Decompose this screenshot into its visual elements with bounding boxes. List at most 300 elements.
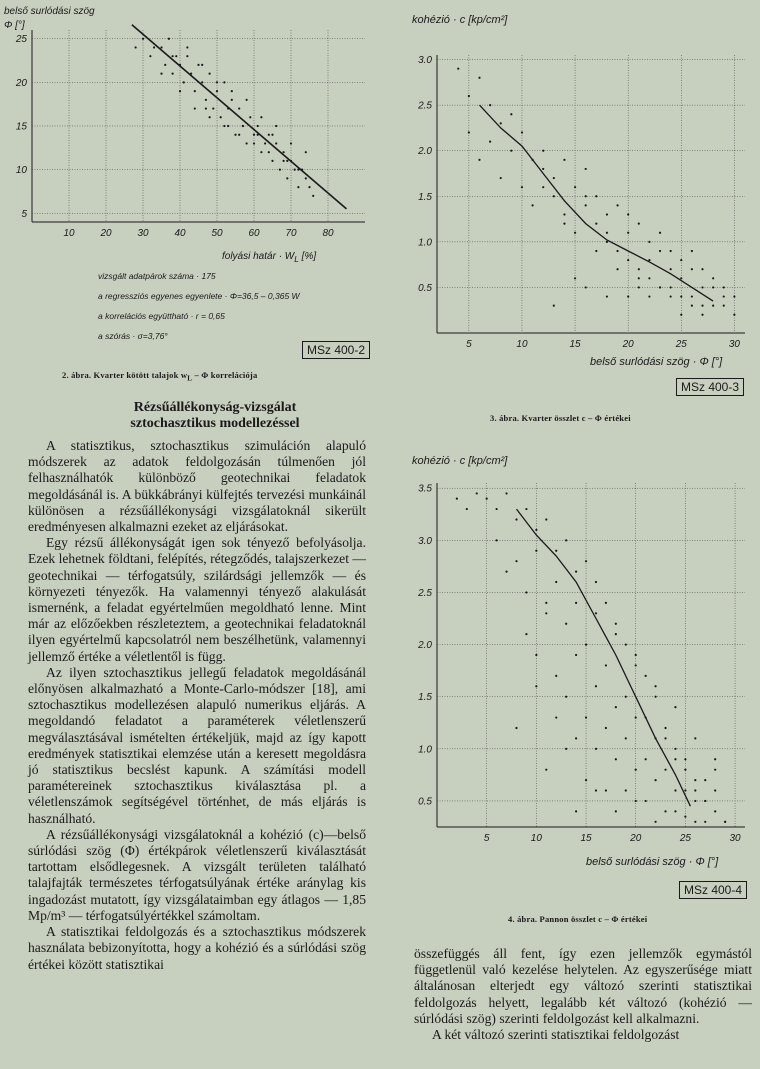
- fig2-data-point: [246, 142, 248, 144]
- fig3-data-point: [712, 286, 714, 288]
- fig3-data-point: [531, 204, 533, 206]
- fig4-data-point: [605, 727, 607, 729]
- fig4-data-point: [645, 675, 647, 677]
- fig3-y-tick-label: 0.5: [418, 282, 432, 294]
- fig3-data-point: [563, 213, 565, 215]
- fig4-data-point: [605, 789, 607, 791]
- fig2-data-point: [194, 107, 196, 109]
- fig4-data-point: [635, 800, 637, 802]
- fig2-data-point: [271, 160, 273, 162]
- fig2-data-point: [172, 73, 174, 75]
- fig3-data-point: [670, 295, 672, 297]
- fig2-data-point: [238, 107, 240, 109]
- fig2-x-tick-label: 40: [174, 228, 186, 239]
- fig4-data-point: [525, 591, 527, 593]
- paragraph: Az ilyen sztochasztikus jellegű feladatok megoldásánál előnyösen alkalmazható a Monte-Carlo-módszer [18], ami sztochasztikus modellezésen alapuló numerikus eljárás. A megoldandó feladatot a paraméterek véletlenszerű megválasztásával ismételten értékeljük, majd az így kapott eredmények statisztikai elemzése után a keresett megoldásra jó statisztikus becslést kapunk. A számítási modell paramétereinek sztochasztikus kiválasztása pl. a véletlenszámok segítségével történhet, de más eljárás is használható.: [28, 664, 366, 826]
- fig2-data-point: [294, 169, 296, 171]
- fig4-data-point: [555, 716, 557, 718]
- fig2-data-point: [305, 177, 307, 179]
- fig3-data-point: [627, 259, 629, 261]
- fig4-data-point: [545, 612, 547, 614]
- fig3-data-point: [457, 68, 459, 70]
- fig4-data-point: [704, 800, 706, 802]
- fig4-x-tick-label: 30: [729, 833, 741, 844]
- fig4-data-point: [625, 737, 627, 739]
- fig4-x-tick-label: 10: [530, 833, 542, 844]
- fig4-data-point: [515, 518, 517, 520]
- fig3-data-point: [574, 232, 576, 234]
- fig2-y-tick-label: 20: [15, 77, 27, 89]
- fig2-data-point: [223, 81, 225, 83]
- fig3-data-point: [680, 295, 682, 297]
- paragraph: összefüggés áll fent, így ezen jellemzők egymástól függetlenül való kezelése helytelen. Az egyszerűsége miatt általánosan elterjedt egy változó szerinti statisztikai feldolgozás helyett, legalább két változó (kohézió — súrlódási szög) szerinti feldolgozást kell alkalmazni.: [414, 946, 752, 1026]
- fig2-data-point: [209, 73, 211, 75]
- fig4-data-point: [684, 758, 686, 760]
- fig2-data-point: [286, 177, 288, 179]
- fig4-data-point: [664, 727, 666, 729]
- fig2-y-tick-label: 10: [15, 165, 27, 177]
- fig2-data-point: [257, 125, 259, 127]
- fig4-standard-badge: MSz 400-4: [679, 881, 747, 899]
- fig4-data-point: [714, 810, 716, 812]
- fig4-data-point: [674, 706, 676, 708]
- fig3-data-point: [563, 223, 565, 225]
- fig3-data-point: [680, 259, 682, 261]
- fig4-data-point: [575, 810, 577, 812]
- fig2-data-point: [312, 195, 314, 197]
- fig2-data-point: [275, 142, 277, 144]
- fig4-data-point: [535, 654, 537, 656]
- fig4-x-tick-label: 20: [630, 833, 642, 844]
- fig3-data-point: [627, 295, 629, 297]
- fig3-x-tick-label: 15: [569, 339, 581, 350]
- fig3-data-point: [489, 104, 491, 106]
- fig3-data-point: [648, 241, 650, 243]
- fig4-data-point: [654, 685, 656, 687]
- fig3-data-point: [723, 286, 725, 288]
- fig3-xlabel: belső surlódási szög · Φ [°]: [590, 356, 723, 368]
- fig3-data-point: [691, 295, 693, 297]
- fig4-y-tick-label: 1.5: [418, 692, 432, 704]
- fig3-ylabel: kohézió · c [kp/cm²]: [412, 14, 508, 26]
- fig2-regression-line: [132, 25, 347, 209]
- fig2-caption: 2. ábra. Kvarter kötött talajok $w_L$ – Φ korrelációja: [62, 370, 258, 383]
- fig2-data-point: [253, 142, 255, 144]
- fig2-x-tick-label: 30: [137, 228, 149, 239]
- fig3-data-point: [691, 305, 693, 307]
- fig3-data-point: [670, 286, 672, 288]
- fig4-data-point: [664, 737, 666, 739]
- fig4-x-tick-label: 15: [580, 833, 592, 844]
- fig4-data-point: [615, 810, 617, 812]
- fig2-data-point: [290, 142, 292, 144]
- fig4-data-point: [694, 821, 696, 823]
- fig2-data-point: [234, 134, 236, 136]
- fig4-data-point: [505, 571, 507, 573]
- fig3-data-point: [659, 286, 661, 288]
- fig2-data-point: [268, 134, 270, 136]
- fig3-x-tick-label: 20: [622, 339, 634, 350]
- fig3-data-point: [701, 286, 703, 288]
- fig4-data-point: [486, 498, 488, 500]
- fig4-data-point: [615, 623, 617, 625]
- fig3-data-point: [733, 295, 735, 297]
- fig4-data-point: [585, 643, 587, 645]
- fig2-data-point: [216, 90, 218, 92]
- fig4-data-point: [585, 560, 587, 562]
- fig4-data-point: [635, 654, 637, 656]
- fig4-data-point: [635, 664, 637, 666]
- fig4-data-point: [545, 518, 547, 520]
- fig3-data-point: [595, 223, 597, 225]
- fig2-data-point: [135, 46, 137, 48]
- fig3-data-point: [701, 305, 703, 307]
- fig2-data-point: [142, 38, 144, 40]
- fig3-data-point: [542, 150, 544, 152]
- fig4-data-point: [625, 643, 627, 645]
- fig3-standard-badge: MSz 400-3: [676, 378, 744, 396]
- fig2-data-point: [175, 55, 177, 57]
- fig4-data-point: [535, 685, 537, 687]
- fig2-x-tick-label: 10: [63, 228, 75, 239]
- fig2-data-point: [209, 116, 211, 118]
- fig4-data-point: [664, 810, 666, 812]
- paragraph: A rézsűállékonysági vizsgálatoknál a kohézió (c)—belső súrlódási szög (Φ) értékpárok véletlenszerű kiválasztását tartottam elsődlegesnek. A vizsgált területen található talajfajták természetes térfogatsúlyának értéke aránylag kis ingadozást mutatott, így vizsgálataimban egy átlagos — 1,85 Mp/m³ — térfogatsúlyértékkel számoltam.: [28, 826, 366, 923]
- fig4-data-point: [605, 664, 607, 666]
- fig3-data-point: [712, 305, 714, 307]
- fig2-data-point: [305, 151, 307, 153]
- fig2-data-point: [172, 55, 174, 57]
- fig2-stat-count: vizsgált adatpárok száma · 175: [98, 271, 216, 281]
- fig2-x-tick-label: 80: [322, 228, 334, 239]
- fig4-data-point: [565, 623, 567, 625]
- fig3-data-point: [585, 168, 587, 170]
- fig4-ylabel: kohézió · c [kp/cm²]: [412, 455, 508, 467]
- fig3-x-tick-label: 10: [516, 339, 528, 350]
- fig3-data-point: [616, 204, 618, 206]
- fig2-data-point: [283, 151, 285, 153]
- fig4-data-point: [615, 633, 617, 635]
- fig4-data-point: [575, 571, 577, 573]
- fig4-data-point: [496, 508, 498, 510]
- fig4-data-point: [555, 550, 557, 552]
- fig3-chart: [400, 0, 760, 380]
- left-column: [28, 438, 366, 973]
- fig2-xlabel: folyási határ · $W_L$ [%]: [222, 251, 317, 264]
- fig2-data-point: [246, 99, 248, 101]
- paragraph: A két változó szerinti statisztikai feldolgozást: [432, 1027, 680, 1043]
- fig4-data-point: [615, 706, 617, 708]
- fig2-x-tick-label: 20: [100, 228, 112, 239]
- fig2-data-point: [201, 81, 203, 83]
- fig2-data-point: [268, 151, 270, 153]
- fig2-data-point: [271, 134, 273, 136]
- fig4-data-point: [694, 779, 696, 781]
- fig2-data-point: [220, 116, 222, 118]
- fig4-xlabel: belső surlódási szög · Φ [°]: [586, 856, 719, 868]
- fig4-data-point: [555, 675, 557, 677]
- fig2-data-point: [242, 125, 244, 127]
- fig4-data-point: [535, 529, 537, 531]
- fig2-chart: [0, 0, 380, 300]
- fig3-data-point: [585, 195, 587, 197]
- fig4-data-point: [674, 789, 676, 791]
- fig4-data-point: [694, 789, 696, 791]
- fig3-data-point: [701, 314, 703, 316]
- fig2-data-point: [231, 99, 233, 101]
- fig4-x-tick-label: 25: [679, 833, 691, 844]
- fig4-data-point: [654, 696, 656, 698]
- fig2-x-tick-label: 70: [285, 228, 297, 239]
- fig4-data-point: [565, 696, 567, 698]
- fig3-data-point: [510, 150, 512, 152]
- fig4-chart: [400, 450, 760, 860]
- fig4-data-point: [615, 758, 617, 760]
- fig3-data-point: [478, 159, 480, 161]
- fig2-y-tick-label: 15: [15, 121, 27, 133]
- fig4-data-point: [565, 748, 567, 750]
- fig3-data-point: [606, 213, 608, 215]
- fig4-y-tick-label: 2.0: [418, 640, 432, 652]
- fig3-data-point: [638, 286, 640, 288]
- fig2-data-point: [264, 142, 266, 144]
- fig2-data-point: [227, 125, 229, 127]
- fig4-data-point: [694, 737, 696, 739]
- fig2-data-point: [223, 125, 225, 127]
- fig3-trend-curve: [480, 105, 714, 301]
- fig3-x-tick-label: 30: [728, 339, 740, 350]
- fig3-y-tick-label: 2.0: [418, 146, 432, 158]
- fig3-data-point: [680, 277, 682, 279]
- fig2-data-point: [253, 134, 255, 136]
- fig4-data-point: [654, 779, 656, 781]
- fig3-data-point: [670, 268, 672, 270]
- fig2-y-tick-label: 25: [15, 34, 27, 46]
- fig4-trend-curve: [517, 509, 691, 806]
- fig3-x-tick-label: 25: [675, 339, 687, 350]
- fig3-data-point: [510, 113, 512, 115]
- fig2-y-tick-label: 5: [21, 208, 27, 220]
- fig2-data-point: [260, 151, 262, 153]
- fig3-data-point: [627, 232, 629, 234]
- fig4-data-point: [595, 685, 597, 687]
- fig2-data-point: [283, 160, 285, 162]
- fig2-data-point: [279, 169, 281, 171]
- fig3-data-point: [627, 213, 629, 215]
- fig4-caption: 4. ábra. Pannon összlet c – Φ értékei: [508, 914, 648, 924]
- fig3-data-point: [606, 295, 608, 297]
- fig3-data-point: [701, 268, 703, 270]
- fig2-data-point: [212, 107, 214, 109]
- fig2-data-point: [168, 38, 170, 40]
- right-column: [414, 946, 752, 1043]
- fig4-y-tick-label: 0.5: [418, 796, 432, 808]
- fig2-x-tick-label: 50: [211, 228, 223, 239]
- fig3-data-point: [638, 277, 640, 279]
- fig2-data-point: [308, 186, 310, 188]
- fig4-data-point: [674, 810, 676, 812]
- fig3-data-point: [659, 232, 661, 234]
- fig2-data-point: [231, 90, 233, 92]
- fig3-y-tick-label: 1.5: [418, 191, 432, 203]
- fig2-x-tick-label: 60: [248, 228, 260, 239]
- fig4-data-point: [575, 737, 577, 739]
- fig2-data-point: [186, 55, 188, 57]
- fig2-stats: [98, 266, 300, 346]
- fig3-data-point: [723, 295, 725, 297]
- fig2-data-point: [153, 46, 155, 48]
- fig3-data-point: [500, 177, 502, 179]
- fig2-data-point: [205, 99, 207, 101]
- paragraph: A statisztikai feldolgozás és a sztochasztikus módszerek használata bebizonyította, hogy a kohézió és a súrlódási szög értékei között statisztikai: [28, 924, 366, 972]
- fig3-data-point: [670, 250, 672, 252]
- fig4-data-point: [674, 748, 676, 750]
- fig4-data-point: [456, 498, 458, 500]
- fig2-data-point: [201, 64, 203, 66]
- fig3-data-point: [574, 277, 576, 279]
- fig2-data-point: [186, 46, 188, 48]
- article-heading: Rézsűállékonyság-vizsgálat sztochasztikus modellezéssel: [130, 400, 300, 431]
- fig3-data-point: [616, 250, 618, 252]
- fig4-y-tick-label: 3.5: [418, 483, 432, 495]
- fig2-data-point: [249, 116, 251, 118]
- fig4-data-point: [585, 779, 587, 781]
- fig2-stat-regression: a regressziós egyenes egyenlete · Φ=36,5 – 0,365 W: [98, 291, 300, 301]
- fig4-data-point: [664, 769, 666, 771]
- fig4-data-point: [645, 758, 647, 760]
- fig3-data-point: [563, 159, 565, 161]
- fig4-data-point: [645, 800, 647, 802]
- fig2-data-point: [197, 64, 199, 66]
- paragraph: Egy rézsű állékonyságát igen sok tényező befolyásolja. Ezek lehetnek földtani, felépítés, rétegződés, talajszerkezet — geotechnikai — térfogatsúly, szilárdsági jellemzők — és környezeti tényezők. Ha valamennyi tényező alakulását ismernénk, a feladat egyértelműen megoldható lenne. Mint már az előzőekben részleteztem, a geotechnikai feladatoknál ilyen egyértelmű kapcsolatról nem beszélhetünk, valamennyi jellemző értéke a véletlentől is függ.: [28, 535, 366, 664]
- fig3-data-point: [648, 295, 650, 297]
- fig4-data-point: [684, 769, 686, 771]
- fig3-data-point: [606, 232, 608, 234]
- fig3-data-point: [638, 268, 640, 270]
- fig2-data-point: [297, 186, 299, 188]
- fig4-data-point: [525, 633, 527, 635]
- fig3-data-point: [595, 250, 597, 252]
- fig2-data-point: [160, 73, 162, 75]
- fig4-data-point: [635, 716, 637, 718]
- fig4-data-point: [724, 821, 726, 823]
- fig2-data-point: [179, 90, 181, 92]
- fig2-data-point: [194, 90, 196, 92]
- fig4-data-point: [625, 789, 627, 791]
- fig4-data-point: [505, 492, 507, 494]
- fig3-data-point: [691, 268, 693, 270]
- fig4-data-point: [525, 508, 527, 510]
- fig3-y-tick-label: 3.0: [418, 55, 432, 67]
- fig3-data-point: [648, 277, 650, 279]
- fig2-data-point: [183, 81, 185, 83]
- fig3-data-point: [638, 223, 640, 225]
- fig3-data-point: [553, 195, 555, 197]
- fig3-data-point: [468, 95, 470, 97]
- fig3-data-point: [542, 186, 544, 188]
- fig3-data-point: [616, 268, 618, 270]
- fig3-data-point: [468, 131, 470, 133]
- fig2-standard-badge: MSz 400-2: [302, 341, 370, 359]
- fig4-data-point: [714, 758, 716, 760]
- fig4-data-point: [605, 602, 607, 604]
- fig4-data-point: [575, 602, 577, 604]
- fig2-data-point: [160, 46, 162, 48]
- fig4-data-point: [625, 696, 627, 698]
- fig2-data-point: [205, 107, 207, 109]
- fig4-data-point: [585, 716, 587, 718]
- fig4-y-tick-label: 3.0: [418, 535, 432, 547]
- fig2-data-point: [216, 81, 218, 83]
- fig3-data-point: [691, 250, 693, 252]
- fig2-ylabel: belső surlódási szög: [4, 6, 95, 17]
- fig3-data-point: [500, 122, 502, 124]
- fig4-data-point: [595, 612, 597, 614]
- fig2-data-point: [164, 64, 166, 66]
- fig4-data-point: [684, 815, 686, 817]
- fig4-data-point: [595, 581, 597, 583]
- fig3-data-point: [553, 305, 555, 307]
- fig3-x-tick-label: 5: [466, 339, 472, 350]
- fig3-data-point: [723, 305, 725, 307]
- fig2-data-point: [286, 160, 288, 162]
- fig4-data-point: [704, 779, 706, 781]
- paragraph: A statisztikus, sztochasztikus szimuláción alapuló módszerek az adatok feldolgozásán túlmenően jól felhasználhatók különböző geotechnikai feladatok megoldásánál is. A bükkábrányi külfejtés tervezési munkáinál különösen a rézsűállékonysági vizsgálatoknál sikerült eredményesen alkalmazni ezeket az eljárásokat.: [28, 438, 366, 535]
- fig3-y-tick-label: 2.5: [418, 100, 432, 112]
- fig4-data-point: [515, 560, 517, 562]
- fig3-data-point: [521, 186, 523, 188]
- fig4-data-point: [654, 821, 656, 823]
- fig3-data-point: [595, 195, 597, 197]
- fig4-data-point: [496, 539, 498, 541]
- fig3-data-point: [489, 140, 491, 142]
- fig2-data-point: [275, 125, 277, 127]
- fig3-data-point: [659, 250, 661, 252]
- fig4-data-point: [575, 654, 577, 656]
- fig3-y-tick-label: 1.0: [418, 237, 432, 249]
- fig4-data-point: [704, 821, 706, 823]
- fig4-data-point: [714, 769, 716, 771]
- fig2-stat-correlation: a korrelációs együttható · r = 0,65: [98, 311, 225, 321]
- fig4-data-point: [694, 800, 696, 802]
- fig3-data-point: [585, 204, 587, 206]
- fig3-data-point: [585, 286, 587, 288]
- fig3-data-point: [712, 277, 714, 279]
- fig4-data-point: [515, 727, 517, 729]
- fig4-data-point: [545, 602, 547, 604]
- fig3-data-point: [521, 131, 523, 133]
- fig3-data-point: [553, 177, 555, 179]
- fig3-caption: 3. ábra. Kvarter összlet c – Φ értékei: [490, 413, 631, 423]
- fig4-data-point: [476, 492, 478, 494]
- fig2-data-point: [149, 55, 151, 57]
- fig4-data-point: [595, 789, 597, 791]
- fig4-x-tick-label: 5: [483, 833, 490, 844]
- fig4-data-point: [565, 539, 567, 541]
- fig2-ylabel-unit: Φ [°]: [4, 20, 25, 31]
- fig4-data-point: [545, 769, 547, 771]
- fig3-data-point: [733, 314, 735, 316]
- fig2-data-point: [260, 116, 262, 118]
- fig4-data-point: [535, 550, 537, 552]
- fig4-data-point: [466, 508, 468, 510]
- fig3-data-point: [574, 186, 576, 188]
- fig3-data-point: [478, 77, 480, 79]
- fig4-data-point: [684, 789, 686, 791]
- fig4-data-point: [555, 581, 557, 583]
- fig4-data-point: [674, 758, 676, 760]
- fig4-y-tick-label: 2.5: [418, 587, 432, 599]
